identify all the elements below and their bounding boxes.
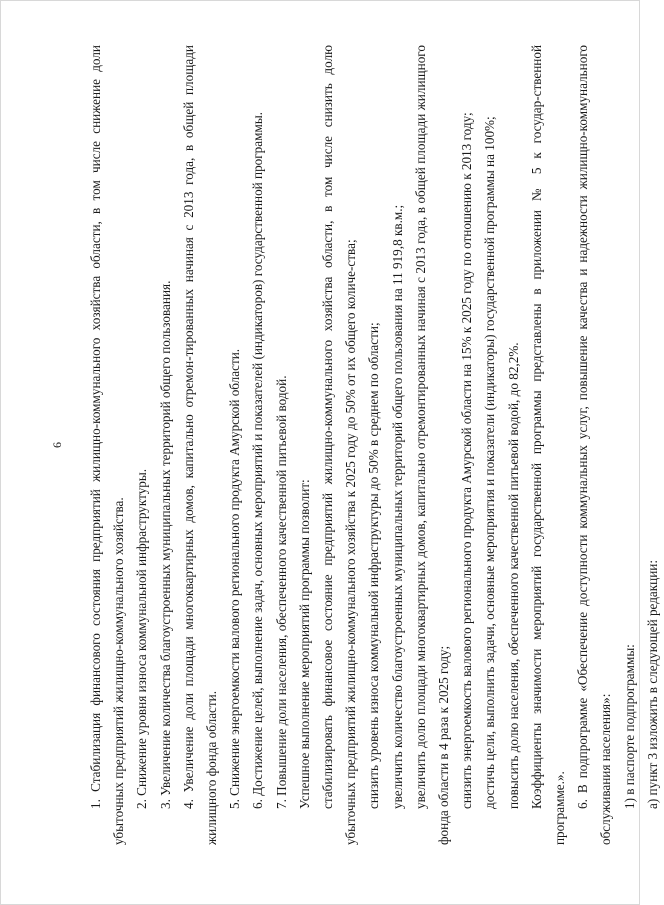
paragraph: а) пункт 3 изложить в следующей редакции: xyxy=(644,559,660,809)
paragraph: стабилизировать финансовое состояние предприятий жилищно-коммунального хозяйства области, в том числе снизить долю убыточных предприятий жилищно-коммунального хозяйства к 2025 году до 50% от их общего количе-ства; xyxy=(320,45,359,845)
paragraph: 6. Достижение целей, выполнение задач, основных мероприятий и показателей (индикаторов) государственной программы. xyxy=(250,112,266,809)
paragraph: увеличить долю площади многоквартирных домов, капитально отремонтированных начиная с 2013 года, в общей площади жилищного фонда области в 4 раза к 2025 году; xyxy=(412,45,452,845)
paragraph: 7. Повышение доли населения, обеспеченного качественной питьевой водой. xyxy=(273,375,289,809)
paragraph: достичь цели, выполнить задачи, основные мероприятия и показатели (индикаторы) государственной программы на 100%; xyxy=(482,116,498,809)
page-number: 6 xyxy=(50,442,64,448)
paragraph: 4. Увеличение доли площади многоквартирных домов, капитально отремон-тированных начиная с 2013 года, в общей площади жилищного фонда области. xyxy=(180,45,220,845)
paragraph: Коэффициенты значимости мероприятий государственной программы представлены в приложении № 5 к государ-ственной программе.». xyxy=(528,45,568,845)
rotated-document-page xyxy=(50,45,660,845)
paragraph: 2. Снижение уровня износа коммунальной инфраструктуры. xyxy=(134,468,150,809)
paragraph: снизить уровень износа коммунальной инфраструктуры до 50% в среднем по области; xyxy=(366,322,382,809)
document-body xyxy=(84,45,664,845)
paragraph: 5. Снижение энергоемкости валового регионального продукта Амурской области. xyxy=(227,348,243,809)
paragraph: повысить долю населения, обеспеченного качественной питьевой водой, до 82,2%. xyxy=(505,342,521,809)
paragraph: Успешное выполнение мероприятий программы позволит: xyxy=(296,479,312,809)
paragraph: 1) в паспорте подпрограммы: xyxy=(621,644,637,809)
paragraph: снизить энергоемкость валового регионального продукта Амурской области на 15% к 2025 году по отношению к 2013 году; xyxy=(459,112,475,809)
paragraph: 3. Увеличение количества благоустроенных муниципальных территорий общего пользования. xyxy=(157,280,173,809)
paragraph: 6. В подпрограмме «Обеспечение доступности коммунальных услуг, повышение качества и надежности жилищно-коммунального обслуживания населения»: xyxy=(575,45,614,845)
paragraph: 1. Стабилизация финансового состояния предприятий жилищно-коммунального хозяйства области, в том числе снижение доли убыточных предприятий жилищно-коммунального хозяйства. xyxy=(88,45,127,845)
paragraph: увеличить количество благоустроенных муниципальных территорий общего пользования на 11 919,8 кв.м.; xyxy=(389,204,405,809)
